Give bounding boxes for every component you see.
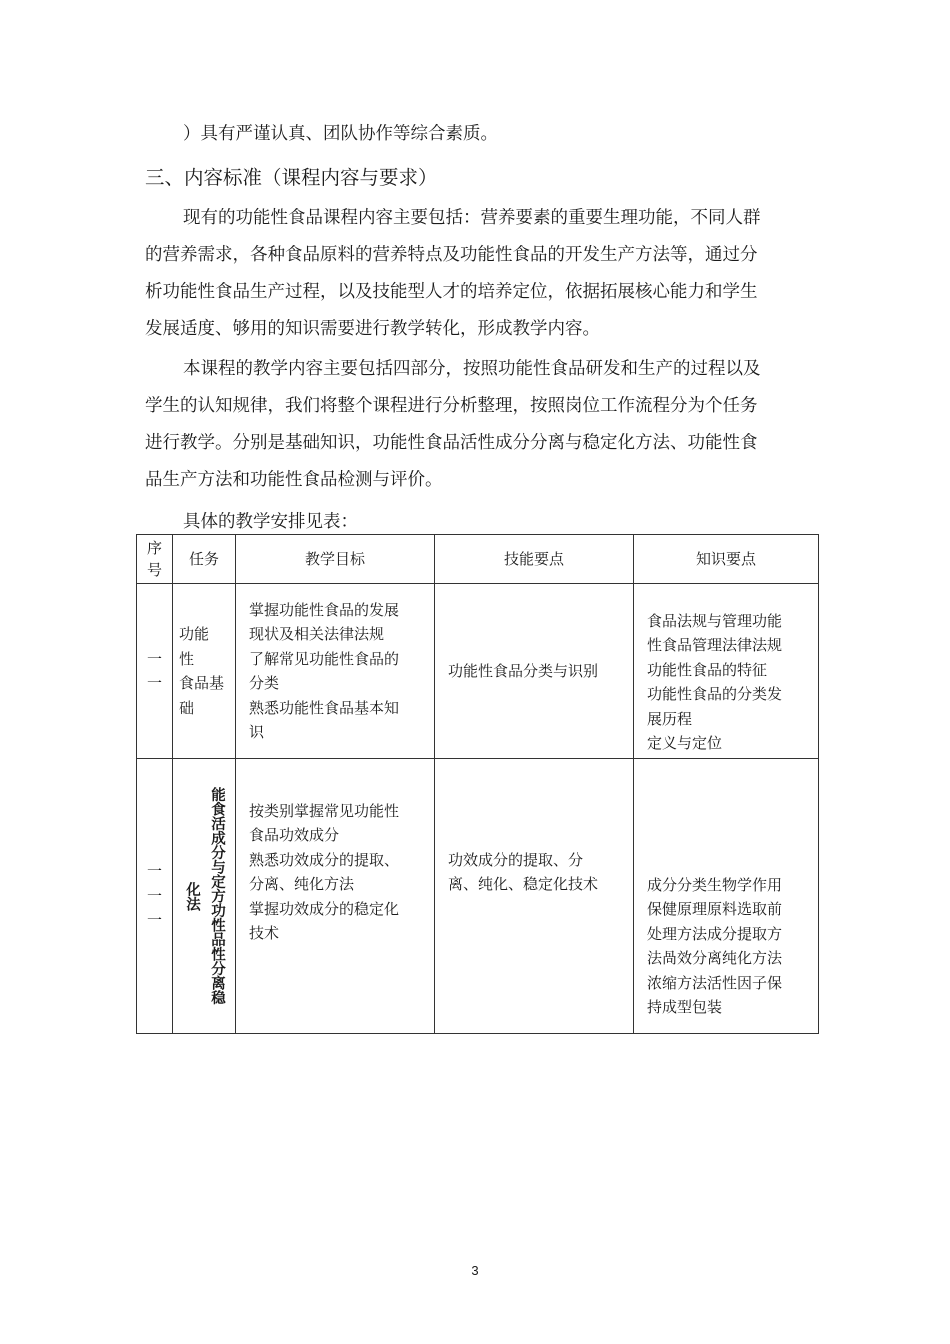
row-goal: 掌握功能性食品的发展 现状及相关法律法规 了解常见功能性食品的 分类 熟悉功能性食品基本知 识: [236, 584, 435, 759]
paragraph-1-line-3: 析功能性食品生产过程，以及技能型人才的培养定位，依据拓展核心能力和学生: [145, 282, 758, 302]
row-knowledge: 食品法规与管理功能 性食品管理法律法规 功能性食品的特征 功能性食品的分类发 展历程 定义与定位: [634, 584, 819, 759]
row-task: 功能 性 食品基 础: [173, 584, 236, 759]
paragraph-1-line-1: 现有的功能性食品课程内容主要包括：营养要素的重要生理功能，不同人群: [183, 208, 761, 228]
header-cell-goal: 教学目标: [236, 535, 435, 584]
row-task-vertical-text: 能食活成分与定方功性品性分离稳 化法: [184, 787, 225, 1005]
table-caption: 具体的教学安排见表：: [183, 512, 358, 532]
table-row: [137, 584, 819, 759]
paragraph-2-line-3: 进行教学。分别是基础知识，功能性食品活性成分分离与稳定化方法、功能性食: [145, 433, 758, 453]
header-cell-skill: 技能要点: [435, 535, 634, 584]
row-number: 一 一 一: [137, 759, 173, 1034]
row-goal: 按类别掌握常见功能性 食品功效成分 熟悉功效成分的提取、 分离、纯化方法 掌握功效成分的稳定化 技术: [236, 759, 435, 1034]
section-heading: 三、内容标准（课程内容与要求）: [145, 166, 438, 189]
paragraph-2-line-1: 本课程的教学内容主要包括四部分，按照功能性食品研发和生产的过程以及: [183, 359, 761, 379]
header-cell-knowledge: 知识要点: [634, 535, 819, 584]
table-header-row: [137, 535, 819, 584]
paragraph-2-line-2: 学生的认知规律，我们将整个课程进行分析整理，按照岗位工作流程分为个任务: [145, 396, 758, 416]
header-cell-task: 任务: [173, 535, 236, 584]
teaching-schedule-table: [136, 534, 819, 1034]
row-knowledge: 成分分类生物学作用 保健原理原料选取前 处理方法成分提取方 法咼效分离纯化方法 浓缩方法活性因子保 持成型包装: [634, 759, 819, 1034]
page-number: 3: [471, 1263, 479, 1278]
row-number: 一 一: [137, 584, 173, 759]
paragraph-1-line-4: 发展适度、够用的知识需要进行教学转化，形成教学内容。: [145, 319, 600, 339]
paragraph-2-line-4: 品生产方法和功能性食品检测与评价。: [145, 470, 443, 490]
table-row: [137, 759, 819, 1034]
text-line-1: ）具有严谨认真、团队协作等综合素质。: [183, 124, 498, 144]
row-skill: 功能性食品分类与识别: [435, 584, 634, 759]
row-skill: 功效成分的提取、分 离、纯化、稳定化技术: [435, 759, 634, 1034]
row-task: [173, 759, 236, 1034]
header-cell-seq: 序 号: [137, 535, 173, 584]
paragraph-1-line-2: 的营养需求，各种食品原料的营养特点及功能性食品的开发生产方法等，通过分: [145, 245, 758, 265]
